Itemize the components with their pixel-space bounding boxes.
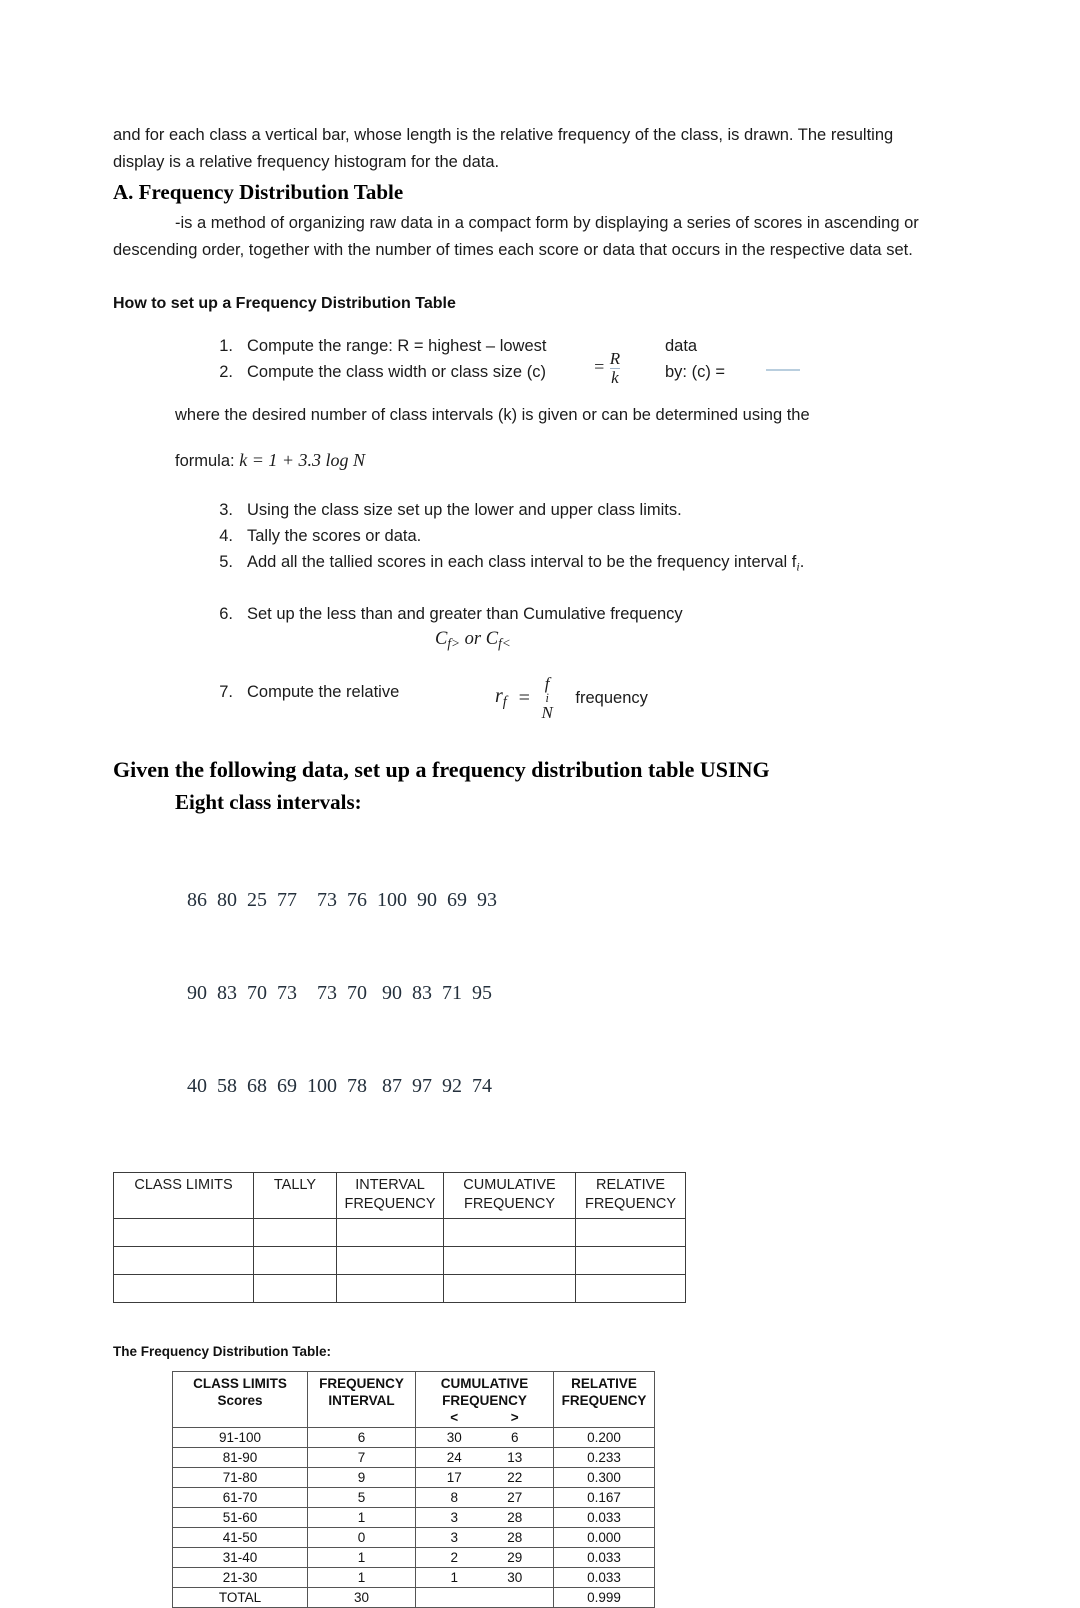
step-text: Tally the scores or data. [247, 527, 422, 545]
header-line: RELATIVE [595, 1177, 666, 1194]
cumulative-values [418, 1569, 551, 1586]
document-content [113, 122, 941, 1608]
data-by-label-block [665, 333, 800, 385]
section-a-definition: -is a method of organizing raw data in a compact form by displaying a series of scores in ascending or descending order, together with the number of times each score or data that occurs in the respective data set. [113, 214, 919, 259]
given-data-heading: Given the following data, set up a frequency distribution table USING [113, 757, 770, 783]
cumulative-values [418, 1489, 551, 1506]
cell-relative-frequency: 0.200 [554, 1428, 655, 1448]
step-text: Compute the class width or class size (c) [247, 363, 546, 381]
where-clause [175, 402, 941, 429]
empty-cell[interactable] [337, 1275, 444, 1303]
cell-relative-frequency: 0.033 [554, 1568, 655, 1588]
steps-3-5-list [211, 497, 941, 579]
cell-cum-greater: 29 [507, 1550, 523, 1566]
empty-cell[interactable] [444, 1275, 576, 1303]
cumulative-values [418, 1429, 551, 1446]
cell-cumulative-frequency [416, 1488, 554, 1508]
cell-relative-frequency: 0.167 [554, 1488, 655, 1508]
table-header-row [173, 1372, 655, 1428]
cell-frequency-interval: 5 [308, 1488, 416, 1508]
cf-subscript-1: f> [447, 636, 461, 652]
cumulative-values [418, 1509, 551, 1526]
raw-data-row: 86 80 25 77 73 76 100 90 69 93 [187, 889, 497, 912]
header-spacer [310, 1409, 413, 1426]
step-number: 1. [219, 337, 233, 355]
cell-frequency-interval: 7 [308, 1448, 416, 1468]
list-item-step-5 [211, 549, 941, 579]
formula-k-expression: k = 1 + 3.3 log N [239, 450, 365, 470]
blank-underline [766, 368, 800, 371]
cell-frequency-interval: 6 [308, 1428, 416, 1448]
table-row [173, 1548, 655, 1568]
cf-subscript-2: f< [498, 636, 511, 652]
table-row [173, 1508, 655, 1528]
header-line: TALLY [273, 1177, 317, 1194]
step-5-subscript: i [796, 559, 800, 574]
cell-class-limits: 91-100 [173, 1428, 308, 1448]
cell-cumulative-frequency [416, 1568, 554, 1588]
empty-cell[interactable] [337, 1247, 444, 1275]
step-text: Using the class size set up the lower and upper class limits. [247, 501, 682, 519]
empty-cell[interactable] [254, 1219, 337, 1247]
subheader-less-than: < [450, 1410, 459, 1426]
cell-relative-frequency: 0.233 [554, 1448, 655, 1468]
section-a-heading: A. Frequency Distribution Table [113, 180, 404, 204]
cell-cum-less: 1 [450, 1570, 458, 1586]
formula-k-line [175, 447, 941, 475]
cumulative-values [418, 1549, 551, 1566]
cell-class-limits: 31-40 [173, 1548, 308, 1568]
empty-cell[interactable] [254, 1247, 337, 1275]
cf-symbol-c1: C [435, 629, 448, 650]
step-5-period: . [799, 553, 805, 571]
list-item-step-6 [211, 601, 941, 627]
cell-cum-greater: 13 [507, 1450, 523, 1466]
rf-lhs [495, 685, 507, 711]
cell-cumulative-frequency [416, 1548, 554, 1568]
empty-cell[interactable] [576, 1275, 686, 1303]
empty-cell[interactable] [444, 1219, 576, 1247]
steps-6-list [211, 601, 941, 627]
rf-equals-sign: = [517, 686, 531, 709]
table-row [173, 1428, 655, 1448]
cell-class-limits: 81-90 [173, 1448, 308, 1468]
header-line: CUMULATIVE [440, 1376, 529, 1392]
empty-cell[interactable] [576, 1247, 686, 1275]
header-line: RELATIVE [571, 1376, 637, 1392]
header-line: CLASS LIMITS [193, 1376, 287, 1392]
cell-class-limits: 51-60 [173, 1508, 308, 1528]
cell-cum-greater: 22 [507, 1470, 523, 1486]
class-size-equation [593, 350, 620, 387]
empty-cell[interactable] [114, 1275, 254, 1303]
cell-cum-greater: 6 [510, 1430, 519, 1446]
cumulative-values [418, 1529, 551, 1546]
list-item-step-3 [211, 497, 941, 523]
fd-table-caption: The Frequency Distribution Table: [113, 1344, 332, 1360]
step-text: Add all the tallied scores in each class interval to be the frequency interval f [247, 553, 797, 571]
column-header-cumulative-frequency [444, 1173, 576, 1219]
step-number: 5. [219, 553, 233, 571]
header-line: INTERVAL [328, 1393, 395, 1409]
header-line: INTERVAL [355, 1177, 425, 1194]
cell-class-limits: 71-80 [173, 1468, 308, 1488]
relative-frequency-equation [495, 675, 648, 721]
cell-frequency-interval: 1 [308, 1508, 416, 1528]
step-number: 2. [219, 363, 233, 381]
fraction-denominator: k [611, 367, 619, 387]
fraction-numerator: R [609, 349, 621, 368]
cell-class-limits: 41-50 [173, 1528, 308, 1548]
cell-cum-less: 17 [446, 1470, 462, 1486]
cell-cum-greater: 30 [507, 1570, 523, 1586]
step-text: Set up the less than and greater than Cumulative frequency [247, 605, 683, 624]
cell-cumulative-frequency [416, 1428, 554, 1448]
column-header-frequency-interval [308, 1372, 416, 1428]
cell-relative-frequency: 0.000 [554, 1528, 655, 1548]
rf-lhs-subscript: f [502, 694, 507, 711]
column-header-class-limits [114, 1173, 254, 1219]
cell-class-limits: 21-30 [173, 1568, 308, 1588]
rf-numerator [541, 675, 552, 704]
table-row [173, 1568, 655, 1588]
step-number: 4. [219, 527, 233, 545]
cell-total-relative-frequency: 0.999 [554, 1588, 655, 1608]
cell-relative-frequency: 0.033 [554, 1508, 655, 1528]
data-label: data [665, 337, 698, 355]
cell-cumulative-frequency [416, 1528, 554, 1548]
cf-symbol-c2: C [485, 629, 499, 650]
header-line: FREQUENCY [561, 1393, 647, 1409]
column-header-relative-frequency [554, 1372, 655, 1428]
empty-cell[interactable] [337, 1219, 444, 1247]
rf-numerator-subscript: i [545, 691, 549, 706]
empty-cell[interactable] [114, 1247, 254, 1275]
table-row [173, 1448, 655, 1468]
header-line: FREQUENCY [463, 1196, 556, 1213]
header-line: FREQUENCY [344, 1196, 436, 1213]
cell-total-cumulative [416, 1588, 554, 1608]
rf-trailing-word: frequency [575, 688, 648, 707]
table-row [173, 1488, 655, 1508]
where-clause-text: where the desired number of class intervals (k) is given or can be determined using the [175, 406, 810, 424]
rf-lhs-symbol: r [495, 685, 503, 708]
cell-frequency-interval: 0 [308, 1528, 416, 1548]
column-header-interval-frequency [337, 1173, 444, 1219]
cell-cum-less: 3 [450, 1510, 458, 1526]
column-header-tally [254, 1173, 337, 1219]
list-item-step-4 [211, 523, 941, 549]
cf-or-word: or [464, 629, 482, 650]
raw-data-block [187, 823, 941, 1164]
step-text: Compute the relative [247, 683, 400, 702]
steps-1-2-block [113, 333, 941, 389]
subheader-greater-than: > [510, 1410, 519, 1426]
empty-cell[interactable] [576, 1219, 686, 1247]
cell-cum-less: 8 [450, 1490, 458, 1506]
table-row [173, 1468, 655, 1488]
empty-cell[interactable] [114, 1219, 254, 1247]
list-item-step-2 [211, 356, 941, 385]
frequency-distribution-table [172, 1371, 655, 1608]
empty-cell[interactable] [254, 1275, 337, 1303]
blank-table-body [114, 1219, 686, 1303]
step-text: Compute the range: R = highest – lowest [247, 337, 547, 355]
header-spacer [175, 1409, 305, 1426]
raw-data-row: 40 58 68 69 100 78 87 97 92 74 [187, 1075, 492, 1098]
fd-table-body [173, 1428, 655, 1608]
header-line: FREQUENCY [584, 1196, 677, 1213]
blank-frequency-table [113, 1172, 686, 1303]
cell-cum-greater: 28 [507, 1530, 523, 1546]
eight-class-intervals-heading: Eight class intervals: [175, 790, 362, 815]
header-line: Scores [217, 1393, 263, 1409]
column-header-relative-frequency [576, 1173, 686, 1219]
list-item-step-1 [211, 333, 941, 359]
header-line: FREQUENCY [319, 1376, 404, 1392]
table-row [114, 1247, 686, 1275]
cell-frequency-interval: 1 [308, 1568, 416, 1588]
header-line: CUMULATIVE [463, 1177, 556, 1194]
cell-relative-frequency: 0.300 [554, 1468, 655, 1488]
cell-frequency-interval: 9 [308, 1468, 416, 1488]
cell-class-limits: 61-70 [173, 1488, 308, 1508]
header-spacer [556, 1409, 652, 1426]
intro-paragraph: and for each class a vertical bar, whose length is the relative frequency of the class, is drawn. The resulting display is a relative frequency histogram for the data. [113, 126, 894, 171]
table-total-row [173, 1588, 655, 1608]
table-header-row [114, 1173, 686, 1219]
formula-label: formula: [175, 452, 235, 470]
cell-cum-less: 2 [450, 1550, 458, 1566]
cell-cumulative-frequency [416, 1448, 554, 1468]
header-line: FREQUENCY [442, 1393, 527, 1409]
cell-cumulative-frequency [416, 1468, 554, 1488]
cumulative-subheaders [418, 1409, 551, 1426]
raw-data-row: 90 83 70 73 73 70 90 83 71 95 [187, 982, 492, 1005]
by-c-equals-label [665, 359, 800, 385]
cell-relative-frequency: 0.033 [554, 1548, 655, 1568]
cell-cum-greater: 27 [507, 1490, 523, 1506]
cell-cum-less: 3 [450, 1530, 458, 1546]
steps-1-2-list [211, 333, 941, 385]
step-number: 7. [219, 683, 233, 702]
r-over-k-fraction [610, 350, 620, 387]
rf-denominator: N [541, 703, 553, 723]
table-row [114, 1275, 686, 1303]
column-header-cumulative-frequency [416, 1372, 554, 1428]
by-c-equals-text: by: (c) = [665, 363, 726, 381]
header-line: CLASS LIMITS [134, 1177, 233, 1194]
rf-fraction [541, 675, 552, 721]
cumulative-values [418, 1469, 551, 1486]
cell-cum-less: 30 [446, 1430, 462, 1446]
table-row [114, 1219, 686, 1247]
cell-total-frequency: 30 [308, 1588, 416, 1608]
rf-numerator-symbol: f [544, 674, 550, 694]
step-7-block [113, 674, 941, 723]
cumulative-frequency-symbols [435, 629, 941, 652]
cell-cumulative-frequency [416, 1508, 554, 1528]
equals-sign: = [593, 356, 606, 377]
cell-cum-less: 24 [446, 1450, 462, 1466]
column-header-class-limits-scores [173, 1372, 308, 1428]
table-row [173, 1528, 655, 1548]
empty-cell[interactable] [444, 1247, 576, 1275]
cell-cum-greater: 28 [507, 1510, 523, 1526]
cell-frequency-interval: 1 [308, 1548, 416, 1568]
step-number: 3. [219, 501, 233, 519]
cell-total-label: TOTAL [173, 1588, 308, 1608]
how-to-heading: How to set up a Frequency Distribution Table [113, 295, 456, 312]
cumulative-values [418, 1449, 551, 1466]
step-number: 6. [219, 605, 233, 624]
